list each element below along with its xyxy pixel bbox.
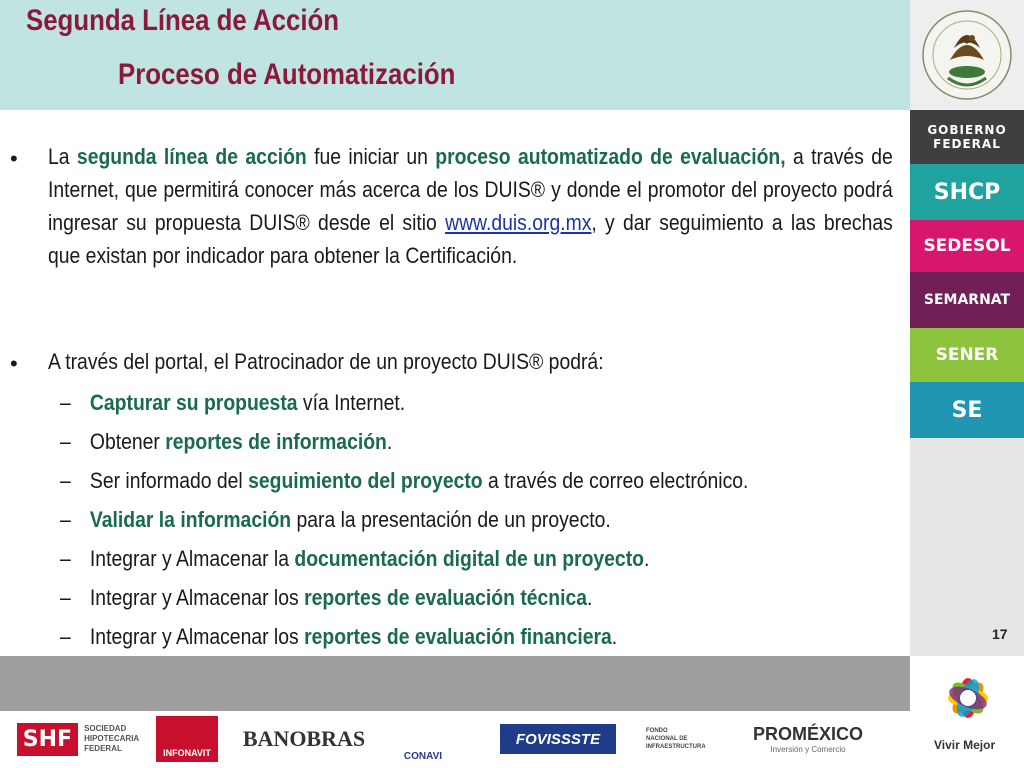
highlight: proceso automatizado de evaluación, [435, 144, 786, 169]
dash-icon: – [60, 468, 71, 493]
fonadin-logo: FONDO NACIONAL DE INFRAESTRUCTURA [646, 728, 706, 750]
list-item: – Integrar y Almacenar los reportes de evaluación financiera. [60, 624, 618, 649]
federal-text: FEDERAL [933, 137, 1001, 151]
sener-logo: SENER [910, 328, 1024, 382]
shf-logo: SHF SOCIEDAD HIPOTECARIA FEDERAL [4, 716, 152, 762]
vivir-mejor-text: Vivir Mejor [934, 738, 996, 752]
list-item: – Integrar y Almacenar la documentación digital de un proyecto. [60, 546, 650, 571]
highlight: documentación digital de un proyecto [294, 546, 644, 571]
dash-icon: – [60, 546, 71, 571]
bullet-icon: • [10, 146, 18, 171]
highlight: reportes de información [165, 429, 387, 454]
highlight: reportes de evaluación financiera [304, 624, 612, 649]
dash-icon: – [60, 429, 71, 454]
dash-icon: – [60, 585, 71, 610]
conavi-logo: CONAVI [403, 751, 443, 762]
eagle-seal-icon [910, 0, 1024, 110]
footer-band [0, 656, 910, 711]
promexico-logo: PROMÉXICO Inversión y Comercio [752, 724, 863, 754]
list-item: – Integrar y Almacenar los reportes de evaluación técnica. [60, 585, 593, 610]
page-number: 17 [992, 626, 1008, 642]
slide-title: Segunda Línea de Acción [26, 4, 340, 37]
banobras-logo: BANOBRAS [242, 726, 366, 751]
se-logo: SE [910, 382, 1024, 438]
dash-icon: – [60, 390, 71, 415]
bullet-icon: • [10, 351, 18, 376]
slide-subtitle: Proceso de Automatización [118, 58, 456, 91]
fovissste-logo: FOVISSSTE [500, 724, 616, 754]
shf-mark: SHF [17, 723, 78, 756]
list-item: – Obtener reportes de información. [60, 429, 393, 454]
dash-icon: – [60, 507, 71, 532]
paragraph-1: La segunda línea de acción fue iniciar un proceso automatizado de evaluación, a través de Internet, que permitirá conocer más acerca de los DUIS® y donde el promotor del proyecto podrá ingresar su propuesta DUIS® desde el sitio www.duis.org.mx, y dar seguimiento a las brechas que existan por indicador para obtener la Certificación. [48, 144, 893, 268]
highlight: Capturar su propuesta [89, 390, 298, 415]
gobierno-federal-logo [910, 110, 1024, 164]
mexico-seal [910, 0, 1024, 110]
flower-logo-icon [910, 656, 1024, 738]
highlight: seguimiento del proyecto [248, 468, 483, 493]
list-item: – Capturar su propuesta vía Internet. [60, 390, 406, 415]
infonavit-logo: INFONAVIT [156, 716, 218, 762]
dash-icon: – [60, 624, 71, 649]
gobierno-text: GOBIERNO [927, 123, 1007, 137]
sedesol-logo: SEDESOL [910, 220, 1024, 272]
highlight: reportes de evaluación técnica [304, 585, 588, 610]
highlight: segunda línea de acción [76, 144, 307, 169]
highlight: Validar la información [89, 507, 292, 532]
duis-website-link[interactable]: www.duis.org.mx [445, 210, 592, 235]
paragraph-2: A través del portal, el Patrocinador de un proyecto DUIS® podrá: [48, 349, 604, 374]
semarnat-logo: SEMARNAT [910, 272, 1024, 328]
list-item: – Ser informado del seguimiento del proyecto a través de correo electrónico. [60, 468, 749, 493]
shcp-logo: SHCP [910, 164, 1024, 220]
list-item: – Validar la información para la presentación de un proyecto. [60, 507, 611, 532]
